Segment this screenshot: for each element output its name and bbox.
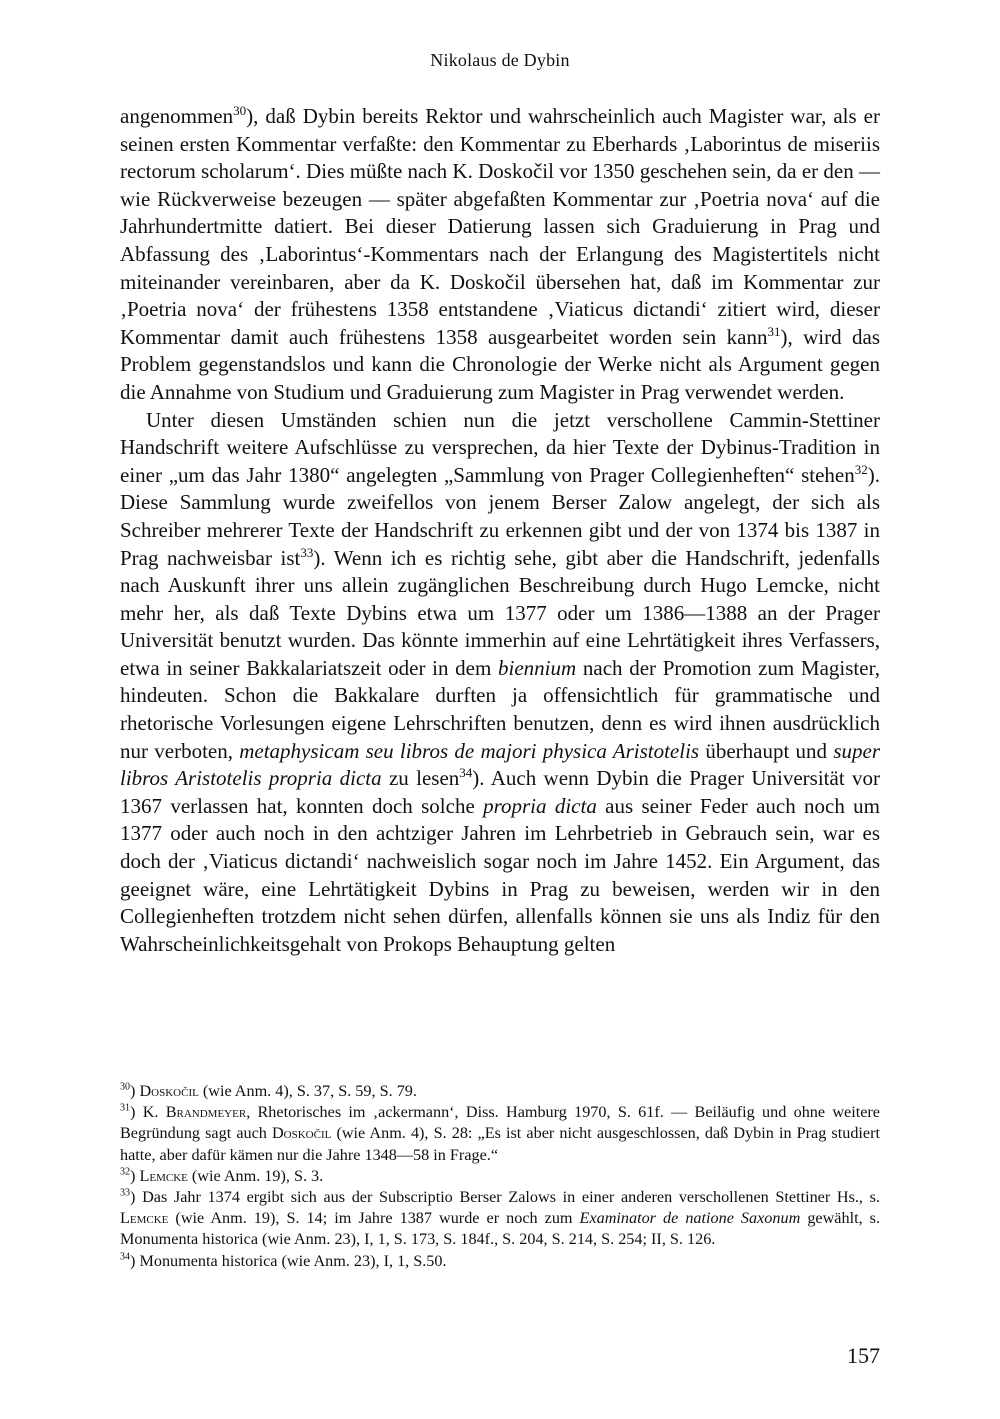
author-name: Doskočil [139,1082,199,1100]
text-segment: angenommen [120,104,234,128]
author-name: Doskočil [271,1124,332,1143]
text-segment: ). Auch wenn Dybin die Prager Universität vor 1367 verlassen hat, konnten doch solche [120,766,880,818]
text-segment: Unter diesen Umständen schien nun die jetzt verschollene Cammin-Stettiner Handschrift weitere Aufschlüsse zu versprechen, da hier Texte der Dybinus-Tradition in einer „um das Jahr 1380“ angelegten „Sammlung von Prager Collegienheften“ stehen [120,407,880,487]
footnote-34 [120,1251,880,1272]
footnotes [120,1081,880,1272]
text-segment: (wie Anm. 19), S. 14; im Jahre 1387 wurde er noch zum [168,1209,580,1228]
text-segment: (wie Anm. 4), S. 37, S. 59, S. 79. [198,1082,417,1100]
text-segment: (wie Anm. 4), S. 28: „Es ist aber nicht ausgeschlossen, daß Dybin in Prag studiert hatte, aber dafür kämen nur die Jahre 1348—58 in Frage.“ [120,1124,880,1164]
page-number: 157 [847,1343,880,1368]
footnote-ref-32: 32 [854,461,868,477]
text-segment: nach der Promotion zum Magister, hindeuten. Schon die Bakkalare durften ja offensichtlich für grammatische und rhetorische Vorlesungen eigene Lehrschriften benutzen, denn es wird ihnen ausdrücklich nur verboten, [120,655,880,763]
footnote-ref-34: 34 [459,765,473,781]
footnote-ref-31: 31 [767,323,781,339]
footnote-number: 31 [120,1102,131,1114]
footnote-32 [120,1166,880,1187]
footnote-number: 32 [120,1166,131,1178]
text-segment: ), wird das Problem gegenstandslos und kann die Chronologie der Werke nicht als Argument gegen die Annahme von Studium und Graduierung zum Magister in Prag verwendet werden. [120,324,880,404]
text-segment: ) Das Jahr 1374 ergibt sich aus der Subscriptio Berser Zalows in einer anderen verschollenen Stettiner Hs., s. [130,1188,880,1207]
italic-quote: super libros Aristotelis propria dicta [120,738,880,791]
italic-term: propria dicta [483,793,597,818]
text-segment: ) Monumenta historica (wie Anm. 23), I, 1, S.50. [130,1251,447,1270]
italic-term: biennium [498,655,577,680]
paragraph-1 [120,103,880,407]
footnote-ref-33: 33 [300,544,314,560]
paragraph-2 [120,407,880,959]
text-segment: ). Wenn ich es richtig sehe, gibt aber die Handschrift, jedenfalls nach Auskunft ihrer uns allein zugänglichen Beschreibung durch Hugo Lemcke, nicht mehr her, als daß Texte Dybins etwa um 1377 oder um 1386—1388 an der Prager Universität benutzt wurden. Das könnte immerhin auf eine Lehrtätigkeit ihres Verfassers, etwa in seiner Bakkalariatszeit oder in dem [120,545,880,680]
text-segment: gewählt, s. Monumenta historica (wie Anm. 23), I, 1, S. 173, S. 184f., S. 204, S. 214, S. 254; II, S. 126. [120,1209,880,1249]
italic-term: Examinator de natione Saxonum [579,1209,801,1228]
text-segment: , Rhetorisches im ‚ackermann‘, Diss. Hamburg 1970, S. 61f. — Beiläufig und ohne weitere Begründung sagt auch [120,1103,880,1143]
running-title: Nikolaus de Dybin [430,50,570,70]
text-segment: ) K. [130,1103,166,1122]
footnote-number: 30 [120,1081,131,1093]
text-segment: (wie Anm. 19), S. 3. [187,1166,324,1185]
text-segment: überhaupt und [699,738,834,763]
footnote-30 [120,1081,880,1102]
footnote-number: 33 [120,1187,131,1199]
footnote-number: 34 [120,1251,131,1263]
author-name: Brandmeyer [165,1103,247,1122]
italic-quote: metaphysicam seu libros de majori physica Aristotelis [239,738,700,763]
text-segment: zu lesen [381,766,460,791]
text-segment: ), daß Dybin bereits Rektor und wahrscheinlich auch Magister war, als er seinen ersten Kommentar verfaßte: den Kommentar zu Eberhards ‚Laborintus de miseriis rectorum scholarum‘. Dies müßte nach K. Doskočil vor 1350 geschehen sein, da er den — wie Rückverweise bezeugen — später abgefaßten Kommentar zur ‚Poetria nova‘ auf die Jahrhundertmitte datiert. Bei dieser Datierung lassen sich Graduierung in Prag und Abfassung des ‚Laborintus‘-Kommentars nach der Erlangung des Magistertitels nicht miteinander vereinbaren, aber da K. Doskočil übersehen hat, daß im Kommentar zur ‚Poetria nova‘ der frühestens 1358 entstandene ‚Viaticus dictandi‘ zitiert wird, dieser Kommentar damit auch frühestens 1358 ausgearbeitet worden sein kann [120,104,880,349]
text-segment: ) [130,1166,140,1185]
main-text [120,103,880,958]
footnote-31 [120,1102,880,1166]
footnote-ref-30: 30 [233,103,247,118]
footnote-33 [120,1187,880,1251]
text-segment: ) [130,1082,140,1100]
text-segment: aus seiner Feder auch noch um 1377 oder auch noch in den achtziger Jahren im Lehrbetrieb in Gebrauch sein, war es doch der ‚Viaticus dictandi‘ nachweislich sogar noch im Jahre 1452. Ein Argument, das geeignet wäre, eine Lehrtätigkeit Dybins in Prag zu beweisen, werden wir in den Collegienheften trotzdem nicht sehen dürfen, allenfalls können sie uns als Indiz für den Wahrscheinlichkeitsgehalt von Prokops Behauptung gelten [120,793,881,956]
author-name: Lemcke [139,1166,188,1185]
author-name: Lemcke [120,1209,169,1228]
text-segment: ). Diese Sammlung wurde zweifellos von jenem Berser Zalow angelegt, der sich als Schreiber mehrerer Texte der Handschrift zu erkennen gibt und der von 1374 bis 1387 in Prag nachweisbar ist [120,462,880,570]
